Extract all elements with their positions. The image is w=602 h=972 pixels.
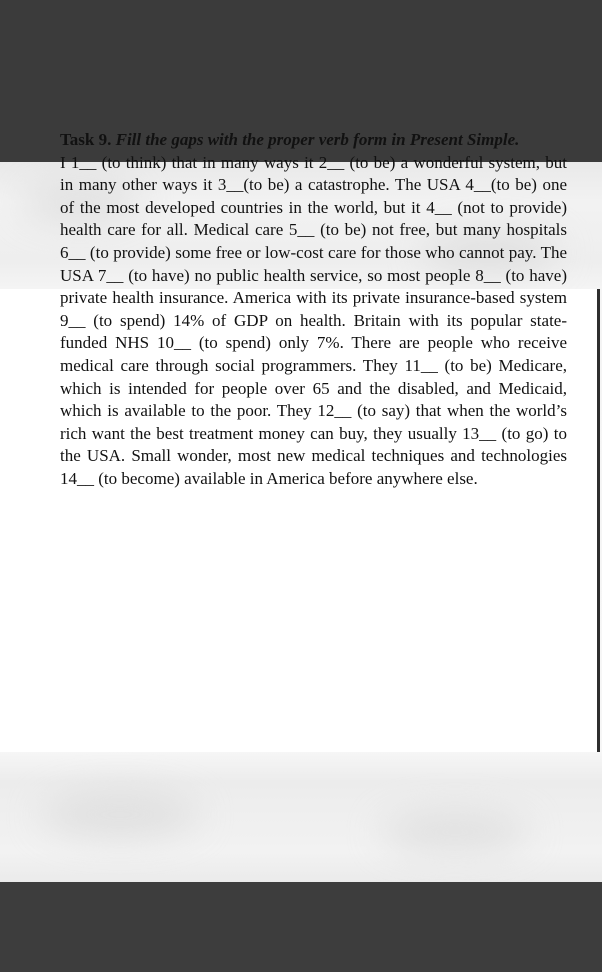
task-paragraph: I 1__ (to think) that in many ways it 2__ (to be) a wonderful system, but in many other ways it 3__(to be) a catastrophe. The USA 4__(to be) one of the most developed countries in the world, but it 4__ (not to provide) health care for all. Medical care 5__ (to be) not free, but many hospitals 6__ (to provide) some free or low-cost care for those who cannot pay. The USA 7__ (to have) no public health service, so most people 8__ (to have) private health insurance. America with its private insurance-based system 9__ (to spend) 14% of GDP on health. Britain with its popular state-funded NHS 10__ (to spend) only 7%. There are people who receive medical care through social programmers. They 11__ (to be) Medicare, which is intended for people over 65 and the disabled, and Medicaid, which is available to the poor. They 12__ (to say) that when the world’s rich want the best treatment money can buy, they usually 13__ (to go) to the USA. Small wonder, most new medical techniques and technologies 14__ (to become) available in America before anywhere else. [60,152,567,488]
task-instruction: Fill the gaps with the proper verb form in Present Simple. [115,130,520,149]
task-content [60,129,567,491]
task-label: Task 9. [60,130,112,149]
bottom-dark-band [0,882,602,972]
blur-shadow [380,812,530,852]
blur-shadow [40,792,200,837]
task-title [60,129,567,152]
